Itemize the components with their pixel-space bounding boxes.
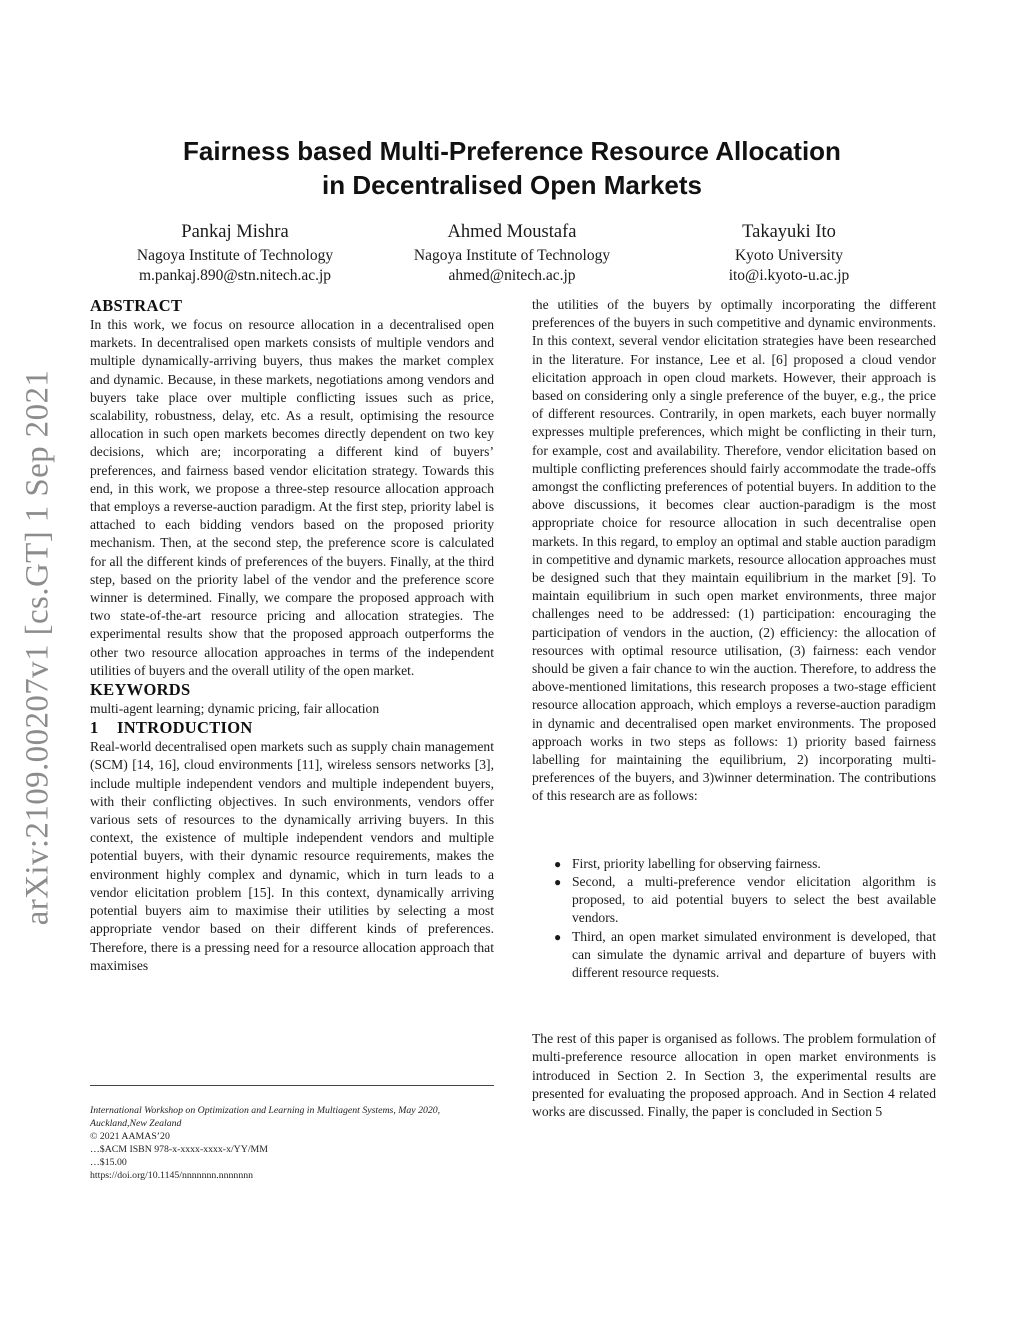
- introduction-text-left: Real-world decentralised open markets such as supply chain management (SCM) [14, 16], cloud environments [11], wireless sensors networks [3], include multiple independent vendors and multiple independent buyers, with their conflicting objectives. In such environments, vendors offer various sets of resources to the dynamically arriving buyers. In this context, the existence of multiple independent vendors and multiple potential buyers, with their dynamic resource requirements, makes the environment highly complex and dynamic, which in turn leads to a vendor elicitation problem [15]. In this context, dynamically arriving potential buyers aim to maximise their utilities by selecting a most appropriate vendor based on their different kinds of preferences. Therefore, there is a pressing need for a resource allocation approach that maximises: [90, 739, 494, 973]
- contributions-list: [550, 855, 936, 982]
- author-1: [100, 220, 370, 286]
- right-column: [532, 296, 936, 1121]
- introduction-heading: [90, 718, 494, 738]
- left-column: [90, 296, 494, 975]
- list-item: [550, 855, 936, 873]
- list-item-text: Third, an open market simulated environment is developed, that can simulate the dynamic arrival and departure of buyers with different resource requests.: [572, 928, 936, 980]
- keywords-heading: KEYWORDS: [90, 680, 191, 700]
- footnote-price: …$15.00: [90, 1157, 127, 1168]
- list-item: [550, 928, 936, 983]
- author-affiliation: Nagoya Institute of Technology: [413, 247, 611, 264]
- author-3: [654, 220, 924, 286]
- paper-title: [120, 134, 904, 202]
- list-item-text: Second, a multi-preference vendor elicitation algorithm is proposed, to aid potential buyers to select the best available vendors.: [572, 873, 936, 926]
- author-2: [377, 220, 647, 286]
- footnote-isbn: …$ACM ISBN 978-x-xxxx-xxxx-x/YY/MM: [90, 1144, 268, 1155]
- footnote-divider: [90, 1085, 494, 1086]
- footnote-doi: https://doi.org/10.1145/nnnnnnn.nnnnnnn: [90, 1170, 254, 1181]
- introduction-text-right: the utilities of the buyers by optimally incorporating the different preferences of the buyers in such competitive and dynamic environments. In this context, several vendor elicitation strategies have been researched in the literature. For instance, Lee et al. [6] proposed a cloud vendor elicitation approach in open cloud markets. However, their approach is based on considering only a single preference of the buyer, e.g., the price of different resources. Contrarily, in open markets, each buyer normally expresses multiple preferences, which might be conflicting in their turn, for example, cost and availability. Therefore, vendor elicitation based on multiple conflicting preferences should fairly accommodate the trade-offs amongst the conflicting preferences of potential buyers. In addition to the above discussions, it becomes clear auction-paradigm is the most appropriate choice for resource allocation in such decentralise open markets. In this regard, to employ an optimal and stable auction paradigm in competitive and dynamic markets, resource allocation approaches must be designed such that they maintain equilibrium in the market [9]. To maintain equilibrium in such open market environments, three major challenges need to be addressed: (1) participation: encouraging the participation of vendors in the auction, (2) efficiency: the allocation of resources with optimal resource utilisation, (3) fairness: each vendor should be given a fair chance to win the auction. Therefore, to address the above-mentioned limitations, this research proposes a two-stage efficient resource allocation approach, which employs a reverse-auction paradigm in dynamic and decentralised open market environments. The proposed approach works in two steps as follows: 1) priority based fairness labelling for maintaining the equilibrium, 2) incorporating multi-preferences of the buyers, and 3)winner determination. The contributions of this research are as follows:: [532, 297, 936, 804]
- author-name: Pankaj Mishra: [181, 222, 289, 242]
- arxiv-identifier-text: arXiv:2109.00207v1 [cs.GT] 1 Sep 2021: [19, 369, 56, 926]
- bullet-icon: ●: [554, 856, 562, 871]
- author-name: Takayuki Ito: [742, 222, 836, 242]
- section-title: INTRODUCTION: [117, 718, 253, 738]
- keywords-text: multi-agent learning; dynamic pricing, fair allocation: [90, 701, 380, 717]
- paper-title-line-1: Fairness based Multi-Preference Resource Allocation: [183, 136, 841, 166]
- arxiv-identifier: [8, 365, 68, 930]
- author-affiliation: Nagoya Institute of Technology: [136, 247, 334, 264]
- bullet-icon: ●: [554, 929, 562, 944]
- author-name: Ahmed Moustafa: [447, 222, 577, 242]
- list-item-text: First, priority labelling for observing fairness.: [572, 855, 821, 871]
- paper-outline-text: The rest of this paper is organised as follows. The problem formulation of multi-preference resource allocation in open market environments is introduced in Section 2. In Section 3, the experimental results are presented for evaluating the proposed approach. And in Section 4 related works are discussed. Finally, the paper is concluded in Section 5: [532, 1031, 936, 1119]
- section-number: 1: [90, 718, 99, 738]
- footnote-copyright: © 2021 AAMAS’20: [90, 1131, 170, 1142]
- author-affiliation: Kyoto University: [734, 247, 844, 264]
- footnote: [90, 1104, 494, 1182]
- author-email: ahmed@nitech.ac.jp: [448, 267, 576, 284]
- abstract-text: In this work, we focus on resource allocation in a decentralised open markets. In decentralised open markets consists of multiple vendors and multiple dynamically-arriving buyers, thus makes the market complex and dynamic. Because, in these markets, negotiations among vendors and buyers take place over multiple conflicting issues such as price, scalability, robustness, delay, etc. As a result, optimising the resource allocation in such open markets becomes directly dependent on two key decisions, which are; incorporating a different kind of buyers’ preferences, and fairness based vendor elicitation strategy. Towards this end, in this work, we propose a three-step resource allocation approach that employs a reverse-auction paradigm. At the first step, priority label is attached to each bidding vendors based on the proposed priority mechanism. Then, at the second step, the preference score is calculated for all the different kinds of preferences of the buyers. Finally, at the third step, based on the priority label of the vendor and the preference score winner is determined. Finally, we compare the proposed approach with two state-of-the-art resource pricing and allocation strategies. The experimental results show that the proposed approach outperforms the other two resource allocation approaches in terms of the independent utilities of buyers and the overall utility of the open market.: [90, 317, 494, 678]
- paper-title-line-2: in Decentralised Open Markets: [321, 170, 703, 200]
- footnote-venue: International Workshop on Optimization and Learning in Multiagent Systems, May 2020, Auckland,New Zealand: [90, 1105, 441, 1129]
- list-item: [550, 873, 936, 928]
- author-email: m.pankaj.890@stn.nitech.ac.jp: [138, 267, 332, 284]
- bullet-icon: ●: [554, 874, 562, 889]
- abstract-heading: ABSTRACT: [90, 296, 183, 315]
- author-email: ito@i.kyoto-u.ac.jp: [728, 267, 850, 284]
- author-block: [100, 220, 924, 286]
